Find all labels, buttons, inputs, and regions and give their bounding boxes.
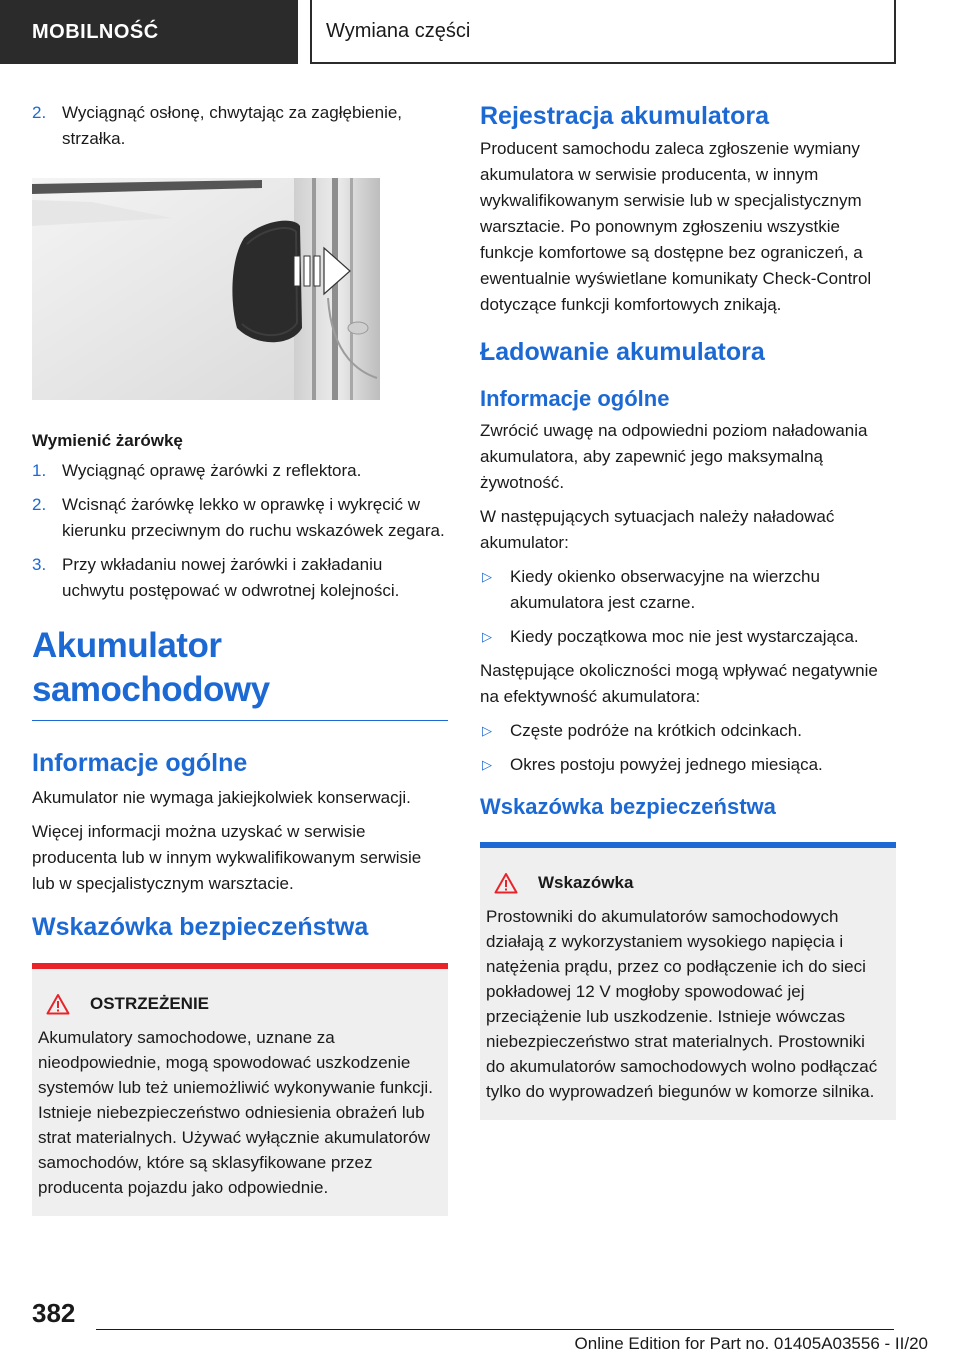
step-text: Wyciągnąć osłonę, chwytając za zagłębienie, strzałka. [62,103,403,148]
charging-info-paragraph: W następujących sytuacjach należy naładować akumulator: [480,507,835,552]
list-item [32,492,448,544]
warning-title-row [46,991,438,1017]
right-column [480,100,896,1120]
header-chapter-tab [310,0,896,64]
list-item [480,752,896,778]
safety-heading: Wskazówka bezpieczeństwa [480,794,776,819]
bullet-text: Kiedy okienko obserwacyjne na wierzchu akumulatora jest czarne. [510,567,820,612]
warning-triangle-icon [494,872,518,894]
list-item [32,458,448,484]
battery-section-title: Akumulator samochodowy [32,624,448,721]
list-item [32,100,448,152]
efficiency-paragraph: Następujące okoliczności mogą wpływać negatywnie na efektywność akumulatora: [480,661,878,706]
general-info-paragraph: Akumulator nie wymaga jakiejkolwiek konserwacji. [32,788,411,807]
bullet-text: Kiedy początkowa moc nie jest wystarczająca. [510,627,859,646]
warning-box [32,963,448,1216]
bullet-triangle-icon: ▷ [482,757,492,772]
step-number: 2. [32,103,47,122]
cover-step-list [32,100,448,152]
note-title: Wskazówka [538,873,634,892]
general-info-paragraph: Więcej informacji można uzyskać w serwisie producenta lub w innym wykwalifikowanym serwisie lub w specjalistycznym warsztacie. [32,822,422,893]
warning-title: OSTRZEŻENIE [90,994,210,1013]
header-section-tab [0,0,298,64]
step-text: Wcisnąć żarówkę lekko w oprawkę i wykręcić w kierunku przeciwnym do ruchu wskazówek zegara. [62,495,445,540]
list-item [480,624,896,650]
general-info-heading: Informacje ogólne [32,749,248,777]
bullet-triangle-icon: ▷ [482,723,492,738]
list-item [480,718,896,744]
charging-info-heading: Informacje ogólne [480,386,670,411]
left-column [32,100,448,1216]
bullet-triangle-icon: ▷ [482,629,492,644]
note-title-row [494,870,886,896]
header-section-label: MOBILNOŚĆ [32,20,159,43]
footer-edition: Online Edition for Part no. 01405A03556 - II/20 [574,1334,928,1353]
step-text: Przy wkładaniu nowej żarówki i zakładaniu uchwytu postępować w odwrotnej kolejności. [62,555,400,600]
charge-situations-list [480,564,896,650]
registration-paragraph: Producent samochodu zaleca zgłoszenie wymiany akumulatora w serwisie producenta, w innym wykwalifikowanym serwisie lub w specjalistycznym warsztacie. Po ponownym zgłoszeniu wszystkie funkcje komfortowe są dostępne bez ograniczeń, a ewentualnie wyświetlane komunikaty Check-Control dotyczące funkcji komfortowych znikają. [480,139,872,314]
bulb-step-list [32,458,448,604]
registration-heading: Rejestracja akumulatora [480,102,770,130]
list-item [32,552,448,604]
note-text: Prostowniki do akumulatorów samochodowych działają z wykorzystaniem wysokiego napięcia i natężenia prądu, przez co podłączenie ich do sieci pokładowej 12 V mogłoby spowodować jej przeciążenie lub uszkodzenie. Istnieje wówczas niebezpieczeństwo strat materialnych. Prostowniki do akumulatorów samochodowych wolno podłączać tylko do wyprowadzeń biegunów w komorze silnika. [486,907,878,1101]
bulb-heading: Wymienić żarówkę [32,431,183,450]
header-chapter-label: Wymiana części [326,19,471,42]
charging-heading: Ładowanie akumulatora [480,338,765,366]
step-number: 2. [32,495,47,514]
step-number: 1. [32,461,47,480]
note-box [480,842,896,1120]
bullet-text: Okres postoju powyżej jednego miesiąca. [510,755,823,774]
headlight-cover-photo [32,178,380,400]
efficiency-factors-list [480,718,896,778]
bullet-text: Częste podróże na krótkich odcinkach. [510,721,802,740]
charging-info-paragraph: Zwrócić uwagę na odpowiedni poziom naładowania akumulatora, aby zapewnić jego maksymalną żywotność. [480,421,868,492]
step-text: Wyciągnąć oprawę żarówki z reflektora. [62,461,362,480]
safety-heading: Wskazówka bezpieczeństwa [32,913,369,941]
step-number: 3. [32,555,47,574]
bullet-triangle-icon: ▷ [482,569,492,584]
list-item [480,564,896,616]
warning-text: Akumulatory samochodowe, uznane za nieodpowiednie, mogą spowodować uszkodzenie systemów lub też uniemożliwić wykonywanie funkcji. Istnieje niebezpieczeństwo odniesienia obrażeń lub strat materialnych. Używać wyłącznie akumulatorów samochodów, które są sklasyfikowane przez producenta pojazdu jako odpowiednie. [38,1028,433,1197]
page-number: 382 [32,1298,76,1328]
warning-triangle-icon [46,993,70,1015]
footer-divider [96,1329,894,1330]
